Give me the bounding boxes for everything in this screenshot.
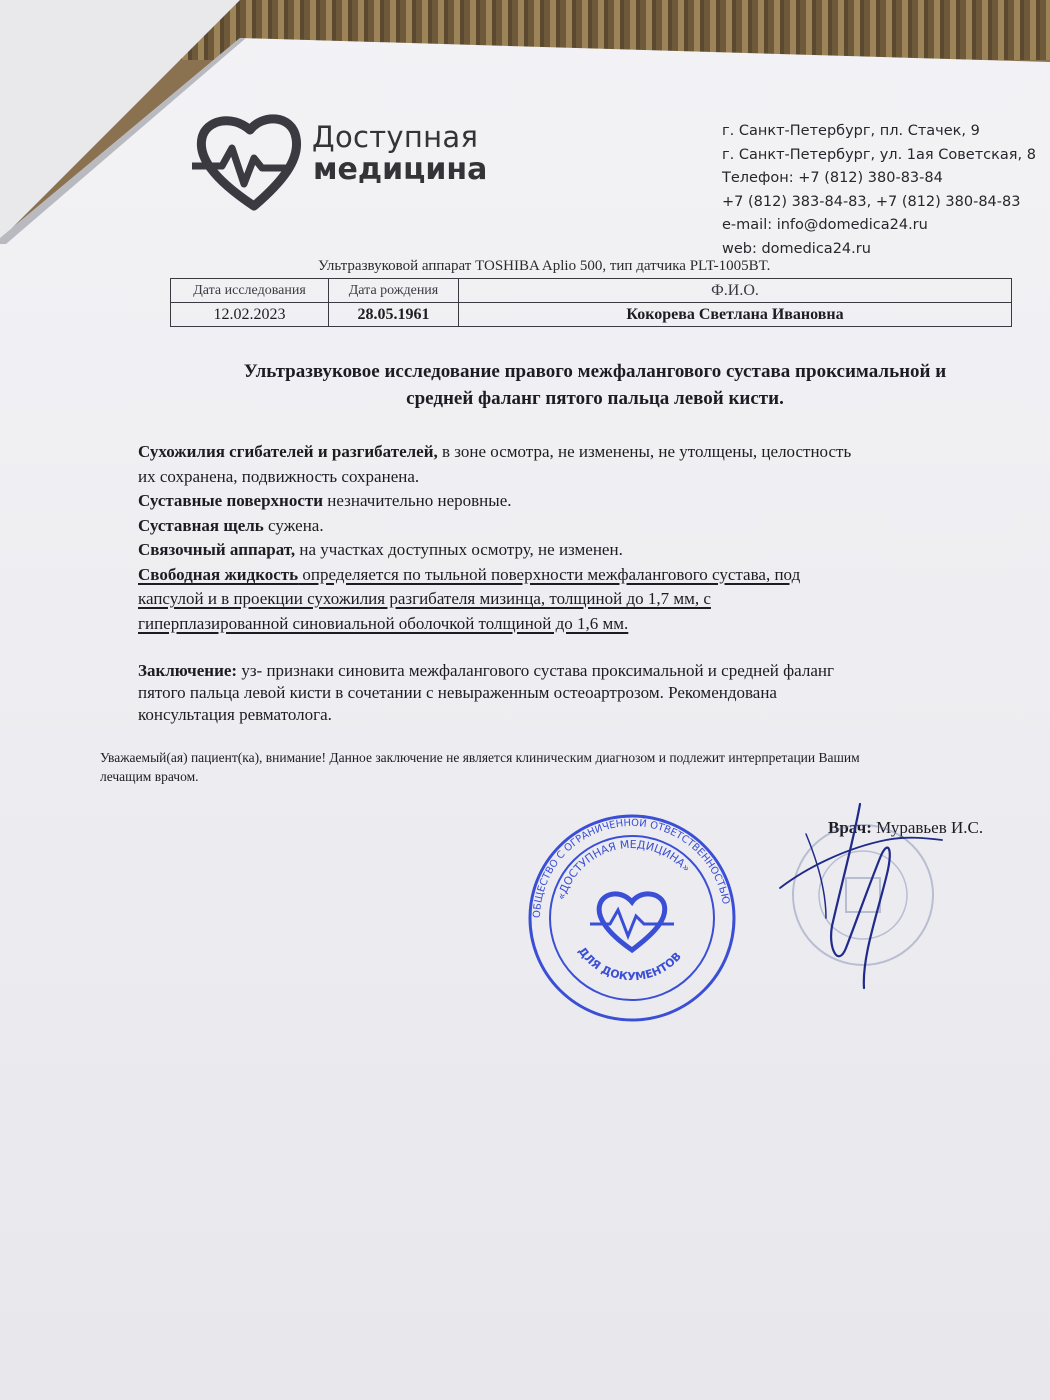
email: e-mail: info@domedica24.ru xyxy=(722,217,928,233)
birth-date: 28.05.1961 xyxy=(329,303,459,327)
device-line: Ультразвуковой аппарат TOSHIBA Aplio 500, тип датчика PLT-1005BT. xyxy=(318,258,771,274)
table-header-row xyxy=(171,279,1012,303)
doctor-name: Муравьев И.С. xyxy=(871,818,984,837)
conclusion xyxy=(138,660,1038,726)
patient-info-table xyxy=(170,278,1012,327)
organization-stamp xyxy=(526,812,738,1024)
finding-surfaces: Суставные поверхности незначительно неровные. xyxy=(138,491,512,510)
logo-text-line1: Доступная xyxy=(312,120,479,154)
address-1: г. Санкт-Петербург, пл. Стачек, 9 xyxy=(722,123,980,139)
website: web: domedica24.ru xyxy=(722,240,871,257)
stamp-heart-icon xyxy=(599,894,665,950)
exam-date: 12.02.2023 xyxy=(171,303,329,327)
finding-ligaments: Связочный аппарат, на участках доступных осмотру, не изменен. xyxy=(138,540,623,559)
finding-joint-space: Суставная щель сужена. xyxy=(138,515,324,535)
finding-fluid-cont2: гиперплазированной синовиальной оболочкой толщиной до 1,6 мм. xyxy=(138,613,629,633)
patient-notice xyxy=(100,748,1050,786)
doctor-label: Врач: xyxy=(828,818,872,837)
header-birth-date: Дата рождения xyxy=(329,279,459,303)
stamp-brand-text: «ДОСТУПНАЯ МЕДИЦИНА» xyxy=(554,837,693,902)
exam-title-line2: средней фаланг пятого пальца левой кисти. xyxy=(406,388,784,409)
stamp-bottom-text: ДЛЯ ДОКУМЕНТОВ xyxy=(575,944,684,984)
exam-title-line1: Ультразвуковое исследование правого межфалангового сустава проксимальной и xyxy=(243,361,947,382)
header-exam-date: Дата исследования xyxy=(171,279,329,303)
stamp-outer-text: ОБЩЕСТВО С ОГРАНИЧЕННОЙ ОТВЕТСТВЕННОСТЬЮ xyxy=(531,817,732,919)
patient-name: Кокорева Светлана Ивановна xyxy=(459,303,1012,327)
table-row xyxy=(171,303,1012,327)
findings xyxy=(138,440,1038,636)
notice-line2: лечащим врачом. xyxy=(100,769,199,784)
header-fio: Ф.И.О. xyxy=(459,279,1012,303)
conclusion-line2: пятого пальца левой кисти в сочетании с невыраженным остеоартрозом. Рекомендована xyxy=(138,683,777,702)
address-2: г. Санкт-Петербург, ул. 1ая Советская, 8 xyxy=(722,146,1036,163)
clinic-contacts xyxy=(722,120,1036,261)
finding-tendons: Сухожилия сгибателей и разгибателей, в зоне осмотра, не изменены, не утолщены, целостность xyxy=(138,442,852,461)
finding-tendons-cont: их сохранена, подвижность сохранена. xyxy=(138,466,420,486)
logo-text-line2: медицина xyxy=(313,152,488,187)
finding-fluid-cont1: капсулой и в проекции сухожилия разгибателя мизинца, толщиной до 1,7 мм, с xyxy=(138,589,711,608)
finding-fluid: Свободная жидкость определяется по тыльной поверхности межфалангового сустава, под xyxy=(138,564,801,584)
exam-title xyxy=(140,358,1050,412)
notice-line1: Уважаемый(ая) пациент(ка), внимание! Данное заключение не является клиническим диагнозом и подлежит интерпретации Вашим xyxy=(100,750,860,765)
conclusion-line1: Заключение: уз- признаки синовита межфалангового сустава проксимальной и средней фаланг xyxy=(138,661,834,680)
phone-1: Телефон: +7 (812) 380-83-84 xyxy=(722,170,943,186)
phone-2: +7 (812) 383-84-83, +7 (812) 380-84-83 xyxy=(722,193,1021,210)
signature-icon xyxy=(776,798,946,998)
conclusion-line3: консультация ревматолога. xyxy=(138,705,332,724)
